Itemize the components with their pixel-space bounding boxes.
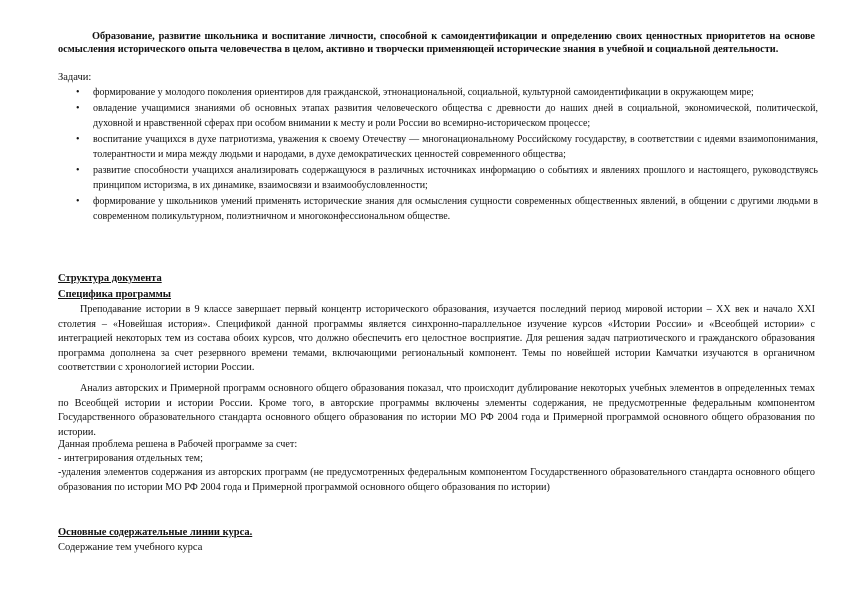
list-item: • формирование у молодого поколения ориентиров для гражданской, этнонациональной, социальной, культурной самоидентификации в окружающем мире;	[58, 85, 818, 100]
list-item: • воспитание учащихся в духе патриотизма, уважения к своему Отечеству — многонациональному Российскому государству, в соответствии с идеями взаимопонимания, толерантности и мира между людьми и народами, в духе демократических ценностей современного общества;	[58, 132, 818, 162]
content-heading: Основные содержательные линии курса.	[58, 527, 253, 538]
tasks-list	[58, 85, 818, 225]
content-subheading: Содержание тем учебного курса	[58, 542, 203, 553]
list-item: • формирование у школьников умений применять исторические знания для осмысления сущности современных общественных явлений, в общении с другими людьми в современном поликультурном, полиэтничном и многоконфессиональном обществе.	[58, 194, 818, 224]
spec-paragraph-1: Преподавание истории в 9 классе завершает первый концентр исторического образования, изучается последний период мировой истории – XX век и начало XXI столетия – «Новейшая история». Спецификой данной программы является синхронно-параллельное изучение курсов «Истории России» и «Всеобщей истории» с интеграцией некоторых тем из состава обоих курсов, что должно обеспечить его целостное восприятие. Для решения задач патриотического и гражданского образования программа дополнена за счет резервного времени темами, включающими региональный компонент. Темы по новейшей истории Камчатки изучаются в органичном соответствии с хронологией истории России.	[58, 304, 815, 373]
list-item: • развитие способности учащихся анализировать содержащуюся в различных источниках информацию о событиях и явлениях прошлого и настоящего, руководствуясь принципом историзма, в их динамике, взаимосвязи и взаимообусловленности;	[58, 163, 818, 193]
intro-paragraph: Образование, развитие школьника и воспитание личности, способной к самоидентификации и определению своих ценностных приоритетов на основе осмысления исторического опыта человечества в целом, активно и творчески применяющей исторические знания в учебной и социальной деятельности.	[58, 31, 815, 55]
structure-heading: Структура документа	[58, 273, 162, 284]
spec-paragraph-2: Анализ авторских и Примерной программ основного общего образования показал, что происходит дублирование некоторых учебных элементов в определенных темах по Всеобщей истории и истории России. Кроме того, в авторские программы включены элементы содержания, не предусмотренные федеральным компонентом Государственного образовательного стандарта основного общего образования по истории МО РФ 2004 года и Примерной программой основного общего образования по истории.	[58, 383, 815, 438]
list-item: • овладение учащимися знаниями об основных этапах развития человеческого общества с древности до наших дней в социальной, экономической, политической, духовной и нравственной сферах при особом внимании к месту и роли России во всемирно-историческом процессе;	[58, 101, 818, 131]
spec-paragraph-4: - интегрирования отдельных тем;	[58, 453, 203, 464]
tasks-label: Задачи:	[58, 72, 92, 83]
spec-paragraph-3: Данная проблема решена в Рабочей программе за счет:	[58, 439, 298, 450]
spec-paragraph-5: -удаления элементов содержания из авторских программ (не предусмотренных федеральным компонентом Государственного образовательного стандарта основного общего образования по истории МО РФ 2004 года и Примерной программой основного общего образования по истории)	[58, 467, 815, 493]
spec-heading: Специфика программы	[58, 289, 171, 300]
